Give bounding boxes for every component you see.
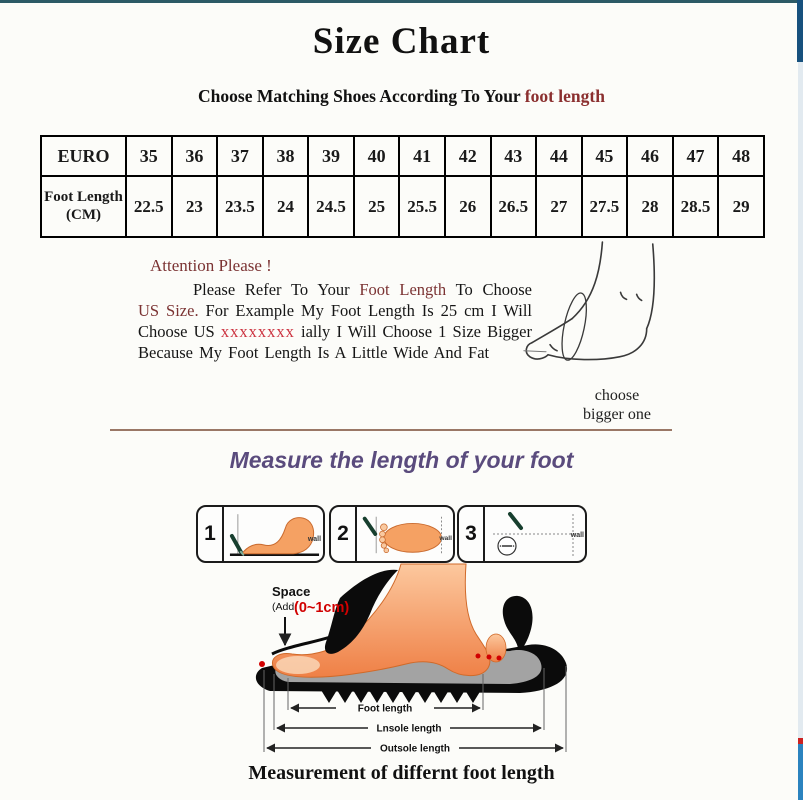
attention-foot-length: Foot Length: [359, 280, 447, 299]
sketch-caption-line1: choose: [594, 387, 640, 404]
euro-row: [41, 136, 764, 176]
euro-size-cell: 38: [263, 136, 309, 176]
foot-length-cell: 27.5: [582, 176, 628, 237]
attention-text: To Choose: [446, 280, 532, 299]
space-label: Space: [272, 584, 311, 599]
euro-size-cell: 36: [172, 136, 218, 176]
foot-length-cell: 23: [172, 176, 218, 237]
subtitle-prefix: Choose Matching Shoes According To Your: [198, 86, 525, 106]
top-border: [0, 0, 803, 3]
foot-length-cell: 26.5: [491, 176, 537, 237]
wall-label: wall: [570, 532, 584, 539]
foot-length-cell: 25.5: [399, 176, 445, 237]
attention-heading: Attention Please !: [150, 256, 272, 275]
footprint-icon: [357, 507, 453, 561]
foot-length-row-label: Foot Length (CM): [41, 176, 126, 237]
foot-sketch-illustration: [522, 240, 712, 386]
foot-length-cell: 22.5: [126, 176, 172, 237]
step-1-illustration: [224, 507, 323, 561]
right-light-strip: [798, 62, 803, 738]
euro-size-cell: 45: [582, 136, 628, 176]
attention-us-size: US Size.: [138, 301, 199, 320]
foot-length-cell: 28: [627, 176, 673, 237]
step-number: 2: [331, 507, 357, 561]
measure-distance-icon: [485, 507, 585, 561]
space-range: (0~1cm): [294, 600, 350, 616]
step-2-illustration: [357, 507, 453, 561]
subtitle-highlight: foot length: [524, 86, 605, 106]
foot-length-row: [41, 176, 764, 237]
measure-heading: Measure the length of your foot: [229, 447, 574, 473]
section-divider: [110, 429, 672, 431]
euro-size-cell: 41: [399, 136, 445, 176]
foot-length-cell: 28.5: [673, 176, 719, 237]
sketch-caption-line2: bigger one: [583, 406, 651, 423]
attention-paragraph: [138, 279, 532, 363]
foot-length-dim-label: Foot length: [357, 703, 413, 715]
euro-size-cell: 47: [673, 136, 719, 176]
euro-size-cell: 44: [536, 136, 582, 176]
foot-length-cell: 24: [263, 176, 309, 237]
foot-length-cell: 27: [536, 176, 582, 237]
page-title: Size Chart: [312, 21, 491, 62]
step-number: 3: [459, 507, 485, 561]
euro-size-cell: 43: [491, 136, 537, 176]
foot-length-cell: 23.5: [217, 176, 263, 237]
euro-size-cell: 37: [217, 136, 263, 176]
foot-length-cell: 29: [718, 176, 764, 237]
euro-row-label: EURO: [41, 136, 126, 176]
attention-redacted-x: xxxxxxxx: [220, 322, 295, 341]
attention-note: [138, 256, 532, 363]
attention-text: Please Refer To Your: [193, 280, 360, 299]
euro-size-cell: 42: [445, 136, 491, 176]
foot-length-cell: 26: [445, 176, 491, 237]
attention-text: For Example My Foot Length Is 25 cm I Will Choose US: [138, 301, 533, 341]
measure-step-2: [329, 505, 455, 563]
euro-size-cell: 35: [126, 136, 172, 176]
insole-length-dim-label: Lnsole length: [376, 723, 442, 735]
foot-in-shoe-diagram: [228, 562, 588, 762]
step-3-illustration: [485, 507, 585, 561]
step-number: 1: [198, 507, 224, 561]
foot-length-cell: 25: [354, 176, 400, 237]
bottom-caption: Measurement of differnt foot length: [248, 762, 555, 784]
page-subtitle: [0, 86, 803, 107]
space-add-prefix: (Add: [272, 601, 295, 613]
euro-size-cell: 40: [354, 136, 400, 176]
measure-step-1: [196, 505, 325, 563]
wall-label: wall: [307, 535, 322, 543]
size-table: [40, 135, 765, 238]
sketch-caption: [522, 386, 712, 424]
euro-size-cell: 39: [308, 136, 354, 176]
euro-size-cell: 48: [718, 136, 764, 176]
attention-text: ially I Will Choose 1 Size Bigger Because My Foot Length Is A Little Wide And Fat: [138, 322, 533, 362]
measure-step-3: [457, 505, 587, 563]
foot-length-cell: 24.5: [308, 176, 354, 237]
foot-on-floor-icon: [224, 507, 323, 561]
euro-size-cell: 46: [627, 136, 673, 176]
outsole-length-dim-label: Outsole length: [380, 743, 450, 755]
wall-label: wall: [439, 534, 453, 542]
